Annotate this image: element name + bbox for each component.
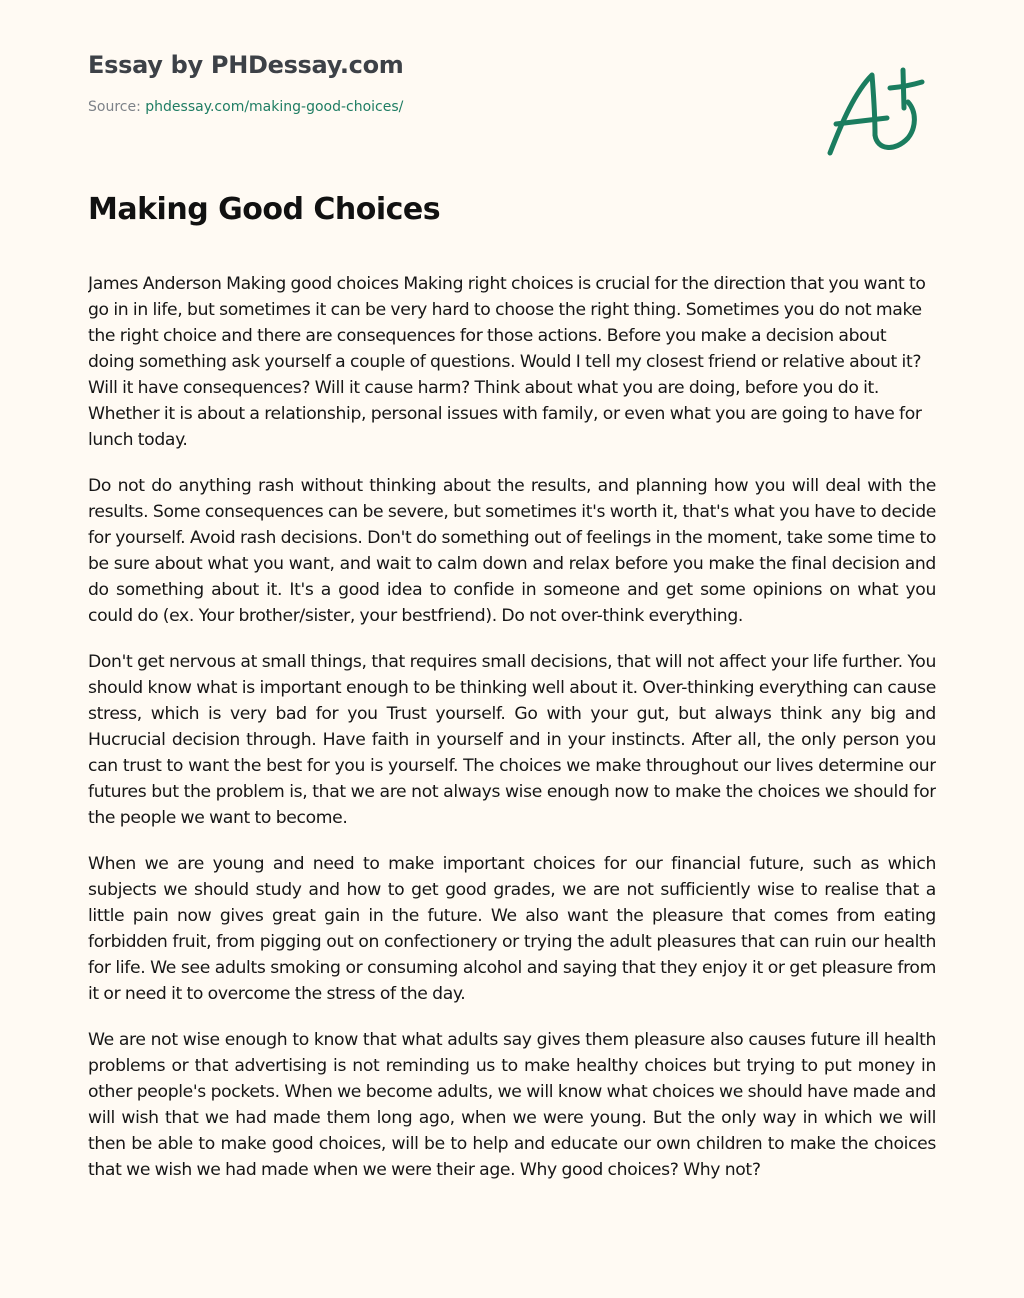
source-link[interactable]: phdessay.com/making-good-choices/ (145, 99, 404, 115)
source-line (88, 98, 404, 116)
brand-title: Essay by PHDessay.com (88, 51, 404, 79)
source-label: Source: (88, 99, 141, 115)
essay-paragraph: We are not wise enough to know that what adults say gives them pleasure also causes future ill health problems or that advertising is not reminding us to make healthy choices but trying to put money in other people's pockets. When we become adults, we will know what choices we should have made and will wish that we had made them long ago, when we were young. But the only way in which we will then be able to make good choices, will be to help and educate our own children to make the choices that we wish we had made when we were their age. Why good choices? Why not? (88, 1030, 936, 1180)
essay-body (88, 271, 936, 1248)
essay-paragraph: Do not do anything rash without thinking about the results, and planning how you will deal with the results. Some consequences can be severe, but sometimes it's worth it, that's what you have to decide for yourself. Avoid rash decisions. Don't do something out of feelings in the moment, take some time to be sure about what you want, and wait to calm down and relax before you make the final decision and do something about it. It's a good idea to confide in someone and get some opinions on what you could do (ex. Your brother/sister, your bestfriend). Do not over-think everything. (88, 476, 936, 626)
essay-paragraph: When we are young and need to make important choices for our financial future, such as which subjects we should study and how to get good grades, we are not sufficiently wise to realise that a little pain now gives great gain in the future. We also want the pleasure that comes from eating forbidden fruit, from pigging out on confectionery or trying the adult pleasures that can ruin our health for life. We see adults smoking or consuming alcohol and saying that they enjoy it or get pleasure from it or need it to overcome the stress of the day. (88, 854, 936, 1004)
essay-title: Making Good Choices (88, 192, 441, 227)
essay-paragraph: Don't get nervous at small things, that requires small decisions, that will not affect your life further. You should know what is important enough to be thinking well about it. Over-thinking everything can cause stress, which is very bad for you Trust yourself. Go with your gut, but always think any big and Hucrucial decision through. Have faith in yourself and in your instincts. After all, the only person you can trust to want the best for you is yourself. The choices we make throughout our lives determine our futures but the problem is, that we are not always wise enough now to make the choices we should for the people we want to become. (88, 652, 936, 828)
a-plus-grade-icon (820, 60, 940, 165)
site-header (88, 48, 404, 116)
essay-paragraph: James Anderson Making good choices Making right choices is crucial for the direction that you want to go in in life, but sometimes it can be very hard to choose the right thing. Sometimes you do not make the right choice and there are consequences for those actions. Before you make a decision about doing something ask yourself a couple of questions. Would I tell my closest friend or relative about it? Will it have consequences? Will it cause harm? Think about what you are doing, before you do it. Whether it is about a relationship, personal issues with family, or even what you are going to have for lunch today. (88, 274, 926, 450)
